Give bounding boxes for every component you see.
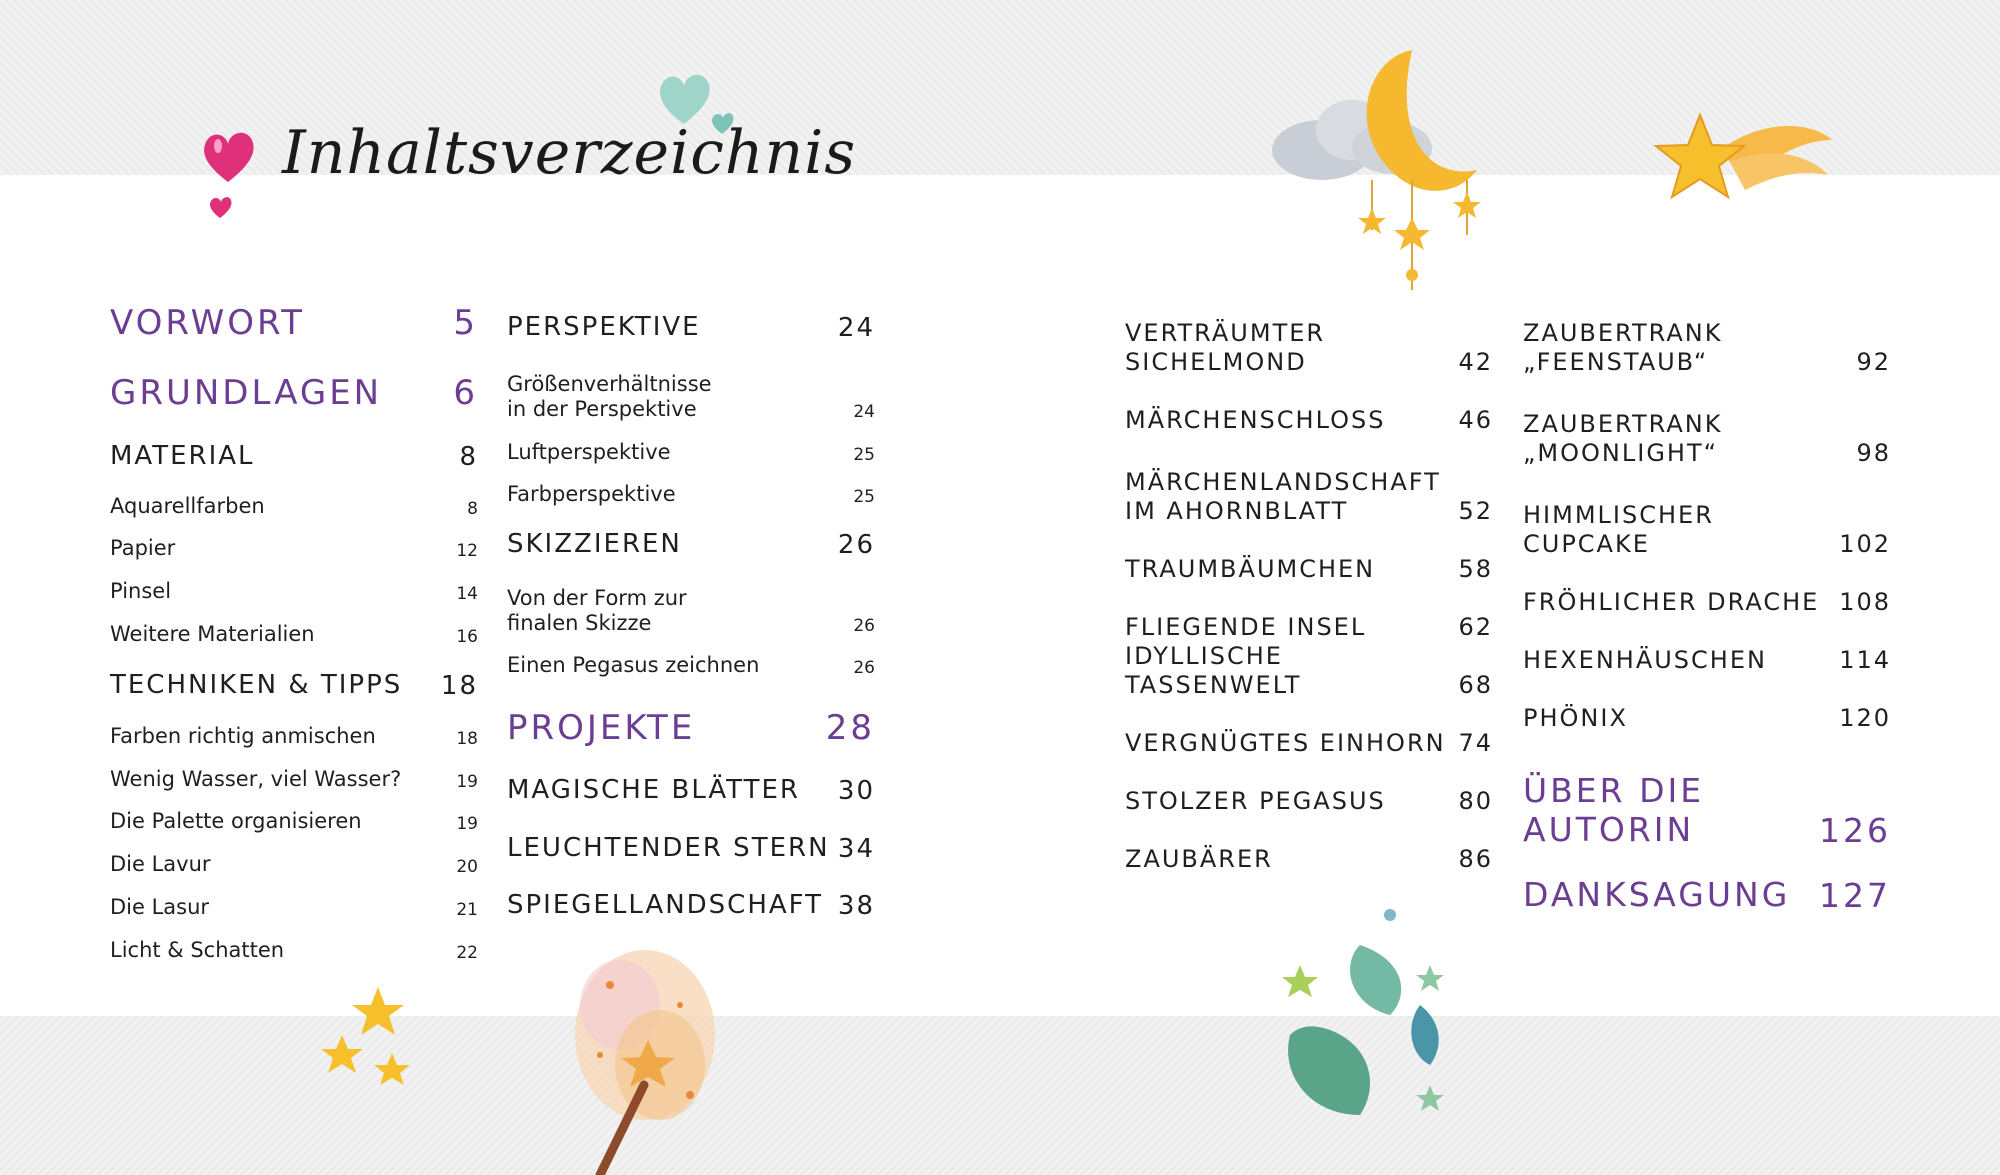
toc-entry-page: 26 (853, 616, 875, 636)
toc-entry-title: HEXENHÄUSCHEN (1523, 645, 1767, 674)
toc-entry-page: 22 (456, 943, 478, 963)
toc-entry-page: 62 (1458, 613, 1493, 641)
toc-entry-title: Von der Form zur finalen Skizze (507, 586, 687, 636)
toc-entry-page: 68 (1458, 671, 1493, 699)
toc-entry-page: 21 (456, 900, 478, 920)
toc-entry-page: 30 (837, 776, 875, 806)
toc-entry-title: Größenverhältnisse in der Perspektive (507, 372, 712, 422)
toc-entry-title: Farbperspektive (507, 482, 676, 507)
toc-entry-page: 20 (456, 857, 478, 877)
toc-entry-title: MÄRCHENLANDSCHAFT IM AHORNBLATT (1125, 468, 1441, 525)
toc-entry[interactable] (1125, 0, 1493, 873)
toc-entry-title: HIMMLISCHER CUPCAKE (1523, 501, 1714, 558)
toc-column-2 (507, 0, 875, 1175)
toc-entry-title: VERTRÄUMTER SICHELMOND (1125, 319, 1326, 376)
toc-entry-title: STOLZER PEGASUS (1125, 786, 1386, 815)
toc-entry-page: 46 (1458, 406, 1493, 434)
toc-entry-title: Licht & Schatten (110, 938, 285, 963)
toc-entry-title: VORWORT (110, 302, 305, 343)
toc-entry-title: TRAUMBÄUMCHEN (1125, 554, 1376, 583)
toc-entry-title: FRÖHLICHER DRACHE (1523, 587, 1820, 616)
toc-entry-title: Weitere Materialien (110, 622, 315, 647)
toc-entry-page: 8 (467, 499, 478, 519)
toc-entry-title: Die Lavur (110, 852, 211, 877)
toc-entry-page: 19 (456, 814, 478, 834)
toc-entry-title: Wenig Wasser, viel Wasser? (110, 767, 402, 792)
toc-entry-title: ZAUBERTRANK „FEENSTAUB“ (1523, 319, 1723, 376)
toc-entry-title: LEUCHTENDER STERN (507, 833, 830, 864)
toc-entry[interactable] (110, 0, 478, 963)
toc-entry-page: 26 (837, 530, 875, 560)
toc-entry-page: 86 (1458, 845, 1493, 873)
toc-entry[interactable] (1523, 0, 1891, 915)
toc-entry-page: 127 (1819, 876, 1891, 915)
toc-entry-title: VERGNÜGTES EINHORN (1125, 728, 1446, 757)
toc-entry-title: ZAUBÄRER (1125, 844, 1273, 873)
toc-entry-page: 14 (456, 584, 478, 604)
toc-column-4 (1523, 0, 1891, 1175)
toc-entry-title: MATERIAL (110, 441, 255, 472)
toc-entry-page: 25 (853, 445, 875, 465)
toc-entry-title: Die Palette organisieren (110, 809, 362, 834)
toc-entry-title: SPIEGELLANDSCHAFT (507, 890, 824, 921)
toc-entry-page: 34 (837, 834, 875, 864)
toc-entry-page: 25 (853, 487, 875, 507)
toc-entry-page: 92 (1856, 348, 1891, 376)
toc-entry-title: ZAUBERTRANK „MOONLIGHT“ (1523, 410, 1723, 467)
toc-entry-page: 114 (1839, 646, 1891, 674)
toc-entry-page: 74 (1458, 729, 1493, 757)
toc-entry-page: 98 (1856, 439, 1891, 467)
toc-entry-title: FLIEGENDE INSEL (1125, 612, 1367, 641)
toc-entry-page: 38 (837, 891, 875, 921)
toc-entry-title: PERSPEKTIVE (507, 312, 701, 343)
toc-entry-title: DANKSAGUNG (1523, 875, 1791, 915)
toc-entry-title: Einen Pegasus zeichnen (507, 653, 760, 678)
toc-entry-title: SKIZZIEREN (507, 529, 682, 560)
toc-entry-page: 126 (1819, 811, 1891, 850)
toc-entry[interactable] (507, 0, 875, 921)
toc-entry-title: Die Lasur (110, 895, 210, 920)
page-title: Inhaltsverzeichnis (282, 118, 857, 188)
toc-entry-title: MÄRCHENSCHLOSS (1125, 405, 1386, 434)
toc-column-3 (1125, 0, 1493, 1175)
toc-column-1 (110, 0, 478, 1175)
toc-entry-page: 120 (1839, 704, 1891, 732)
toc-entry-title: Papier (110, 536, 176, 561)
toc-entry-title: Pinsel (110, 579, 172, 604)
toc-entry-page: 8 (459, 442, 478, 472)
toc-entry-page: 24 (837, 313, 875, 343)
toc-entry-page: 42 (1458, 348, 1493, 376)
toc-entry-title: PHÖNIX (1523, 703, 1628, 732)
toc-entry-page: 102 (1839, 530, 1891, 558)
toc-entry-title: Farben richtig anmischen (110, 724, 376, 749)
toc-entry-page: 26 (853, 658, 875, 678)
toc-entry-page: 24 (853, 402, 875, 422)
toc-entry-title: GRUNDLAGEN (110, 372, 383, 413)
toc-entry-page: 18 (440, 671, 478, 701)
toc-entry-page: 52 (1458, 497, 1493, 525)
toc-entry-page: 58 (1458, 555, 1493, 583)
toc-entry-page: 18 (456, 729, 478, 749)
toc-entry-title: Luftperspektive (507, 440, 671, 465)
toc-entry-title: Aquarellfarben (110, 494, 265, 519)
toc-entry-title: TECHNIKEN & TIPPS (110, 670, 403, 701)
toc-entry-page: 19 (456, 772, 478, 792)
toc-entry-page: 5 (453, 303, 478, 343)
toc-entry-page: 16 (456, 627, 478, 647)
toc-entry-title: PROJEKTE (507, 707, 696, 748)
toc-entry-title: ÜBER DIE AUTORIN (1523, 771, 1705, 850)
toc-entry-page: 80 (1458, 787, 1493, 815)
toc-entry-page: 12 (456, 541, 478, 561)
toc-entry-title: IDYLLISCHE TASSENWELT (1125, 642, 1302, 699)
toc-entry-page: 6 (453, 373, 478, 413)
toc-entry-title: MAGISCHE BLÄTTER (507, 775, 800, 806)
toc-entry-page: 108 (1839, 588, 1891, 616)
toc-entry-page: 28 (825, 708, 875, 748)
